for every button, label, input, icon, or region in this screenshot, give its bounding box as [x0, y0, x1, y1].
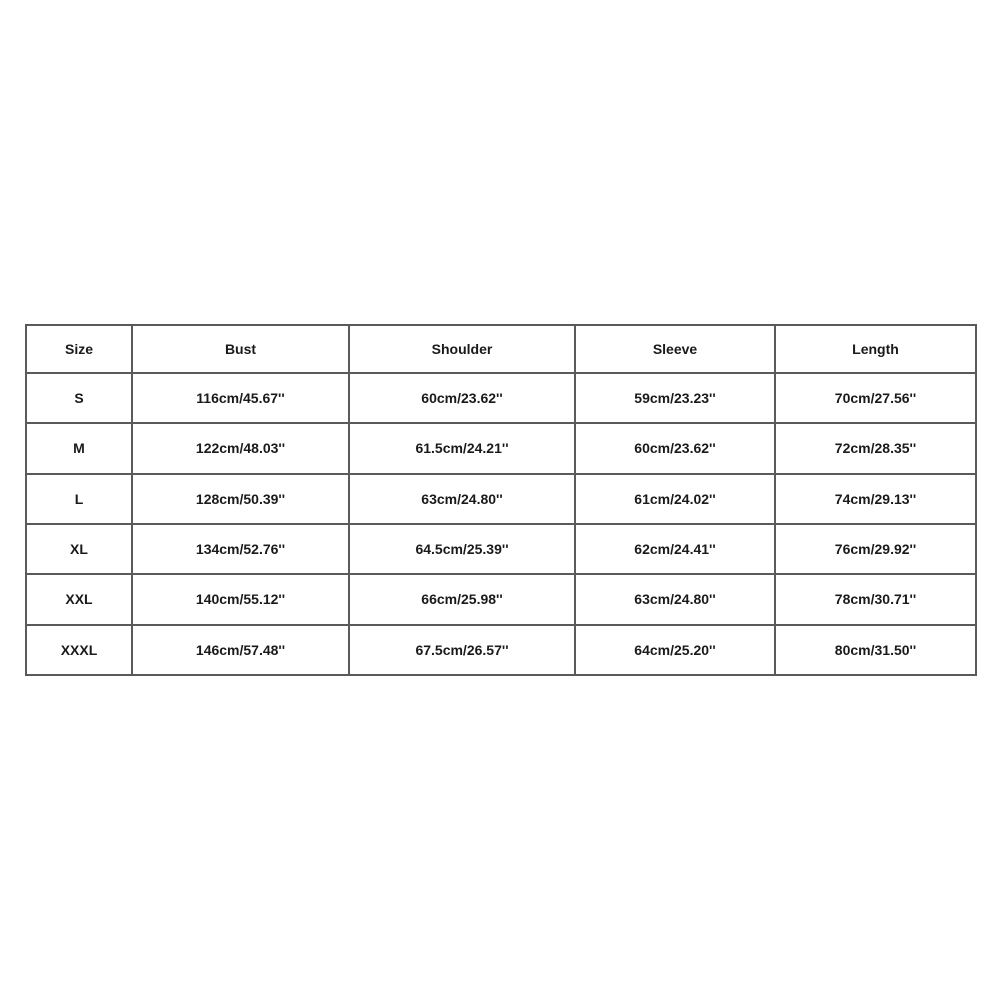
- cell-shoulder: 60cm/23.62'': [349, 373, 575, 423]
- table-row: [26, 474, 976, 524]
- cell-shoulder: 66cm/25.98'': [349, 574, 575, 624]
- cell-size: S: [26, 373, 132, 423]
- cell-size: XXXL: [26, 625, 132, 675]
- cell-length: 76cm/29.92'': [775, 524, 976, 574]
- cell-bust: 122cm/48.03'': [132, 423, 349, 473]
- cell-bust: 134cm/52.76'': [132, 524, 349, 574]
- cell-shoulder: 61.5cm/24.21'': [349, 423, 575, 473]
- cell-length: 74cm/29.13'': [775, 474, 976, 524]
- cell-length: 78cm/30.71'': [775, 574, 976, 624]
- size-chart-table: [25, 324, 977, 676]
- header-length: Length: [775, 325, 976, 373]
- cell-sleeve: 61cm/24.02'': [575, 474, 775, 524]
- table-row: [26, 625, 976, 675]
- cell-bust: 146cm/57.48'': [132, 625, 349, 675]
- cell-length: 70cm/27.56'': [775, 373, 976, 423]
- cell-bust: 116cm/45.67'': [132, 373, 349, 423]
- header-shoulder: Shoulder: [349, 325, 575, 373]
- cell-length: 80cm/31.50'': [775, 625, 976, 675]
- table-header-row: [26, 325, 976, 373]
- cell-sleeve: 62cm/24.41'': [575, 524, 775, 574]
- cell-sleeve: 63cm/24.80'': [575, 574, 775, 624]
- cell-size: L: [26, 474, 132, 524]
- header-sleeve: Sleeve: [575, 325, 775, 373]
- cell-size: XXL: [26, 574, 132, 624]
- table-row: [26, 574, 976, 624]
- cell-bust: 140cm/55.12'': [132, 574, 349, 624]
- header-bust: Bust: [132, 325, 349, 373]
- cell-shoulder: 64.5cm/25.39'': [349, 524, 575, 574]
- cell-size: M: [26, 423, 132, 473]
- cell-shoulder: 63cm/24.80'': [349, 474, 575, 524]
- header-size: Size: [26, 325, 132, 373]
- cell-length: 72cm/28.35'': [775, 423, 976, 473]
- table-row: [26, 423, 976, 473]
- cell-sleeve: 60cm/23.62'': [575, 423, 775, 473]
- cell-shoulder: 67.5cm/26.57'': [349, 625, 575, 675]
- table-row: [26, 524, 976, 574]
- cell-sleeve: 59cm/23.23'': [575, 373, 775, 423]
- table-row: [26, 373, 976, 423]
- cell-size: XL: [26, 524, 132, 574]
- cell-bust: 128cm/50.39'': [132, 474, 349, 524]
- cell-sleeve: 64cm/25.20'': [575, 625, 775, 675]
